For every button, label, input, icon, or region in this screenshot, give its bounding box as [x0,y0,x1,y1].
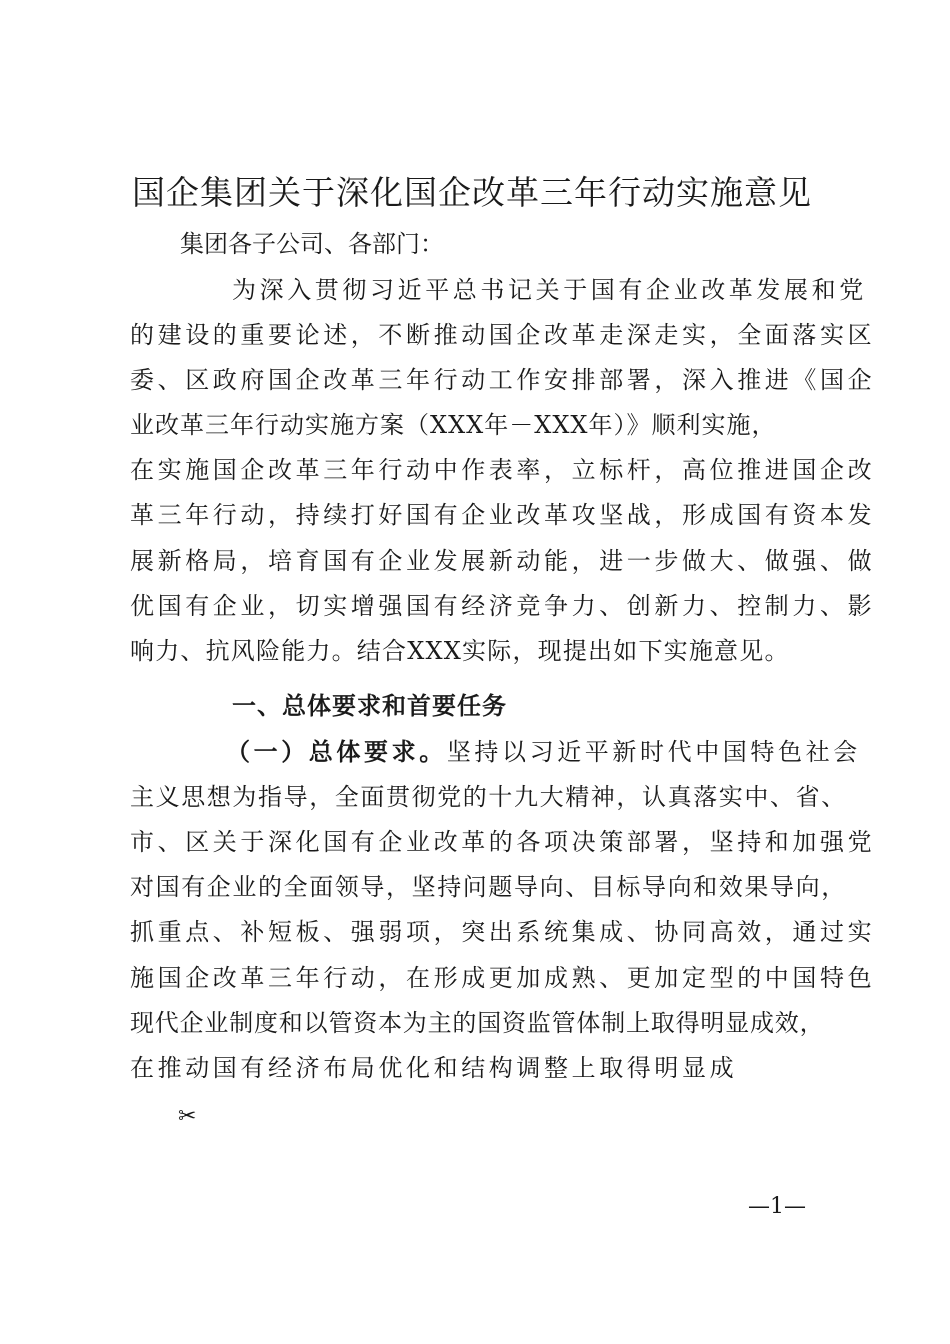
paragraph-line: 在实施国企改革三年行动中作表率，立标杆，高位推进国企改 [130,456,876,484]
paragraph-line: 优国有企业，切实增强国有经济竞争力、创新力、控制力、影 [130,592,876,620]
page-number: —1— [748,1194,806,1219]
paragraph-line: 施国企改革三年行动，在形成更加成熟、更加定型的中国特色 [130,964,876,992]
document-title: 国企集团关于深化国企改革三年行动实施意见 [132,173,812,212]
paragraph-line: 革三年行动，持续打好国有企业改革攻坚战，形成国有资本发 [130,501,876,529]
paragraph-line: 在推动国有经济布局优化和结构调整上取得明显成 [130,1054,738,1082]
subsection-label: （一）总体要求。 [226,737,447,766]
scissors-icon: ✂ [178,1104,197,1129]
paragraph-line: 主义思想为指导，全面贯彻党的十九大精神，认真落实中、省、 [130,783,847,811]
paragraph-line: 委、区政府国企改革三年行动工作安排部署，深入推进《国企 [130,366,876,394]
paragraph-line: 业改革三年行动实施方案（XXX年－XXX年）》顺利实施， [130,411,777,439]
paragraph-line: 对国有企业的全面领导，坚持问题导向、目标导向和效果导向， [130,873,847,901]
subsection-text: 坚持以习近平新时代中国特色社会 [446,738,861,766]
paragraph-line: 展新格局，培育国有企业发展新动能，进一步做大、做强、做 [130,547,876,575]
paragraph-line: 的建设的重要论述，不断推动国企改革走深走实，全面落实区 [130,321,876,349]
paragraph-line: 为深入贯彻习近平总书记关于国有企业改革发展和党 [232,276,867,304]
paragraph-line: 抓重点、补短板、强弱项，突出系统集成、协同高效，通过实 [130,918,876,946]
subsection-first-line [226,732,861,772]
salutation: 集团各子公司、各部门： [180,230,444,258]
paragraph-line: 现代企业制度和以管资本为主的国资监管体制上取得明显成效， [130,1009,825,1037]
paragraph-line: 响力、抗风险能力。结合XXX实际，现提出如下实施意见。 [130,637,790,665]
paragraph-line: 市、区关于深化国有企业改革的各项决策部署，坚持和加强党 [130,828,876,856]
section-heading: 一、总体要求和首要任务 [232,692,507,720]
